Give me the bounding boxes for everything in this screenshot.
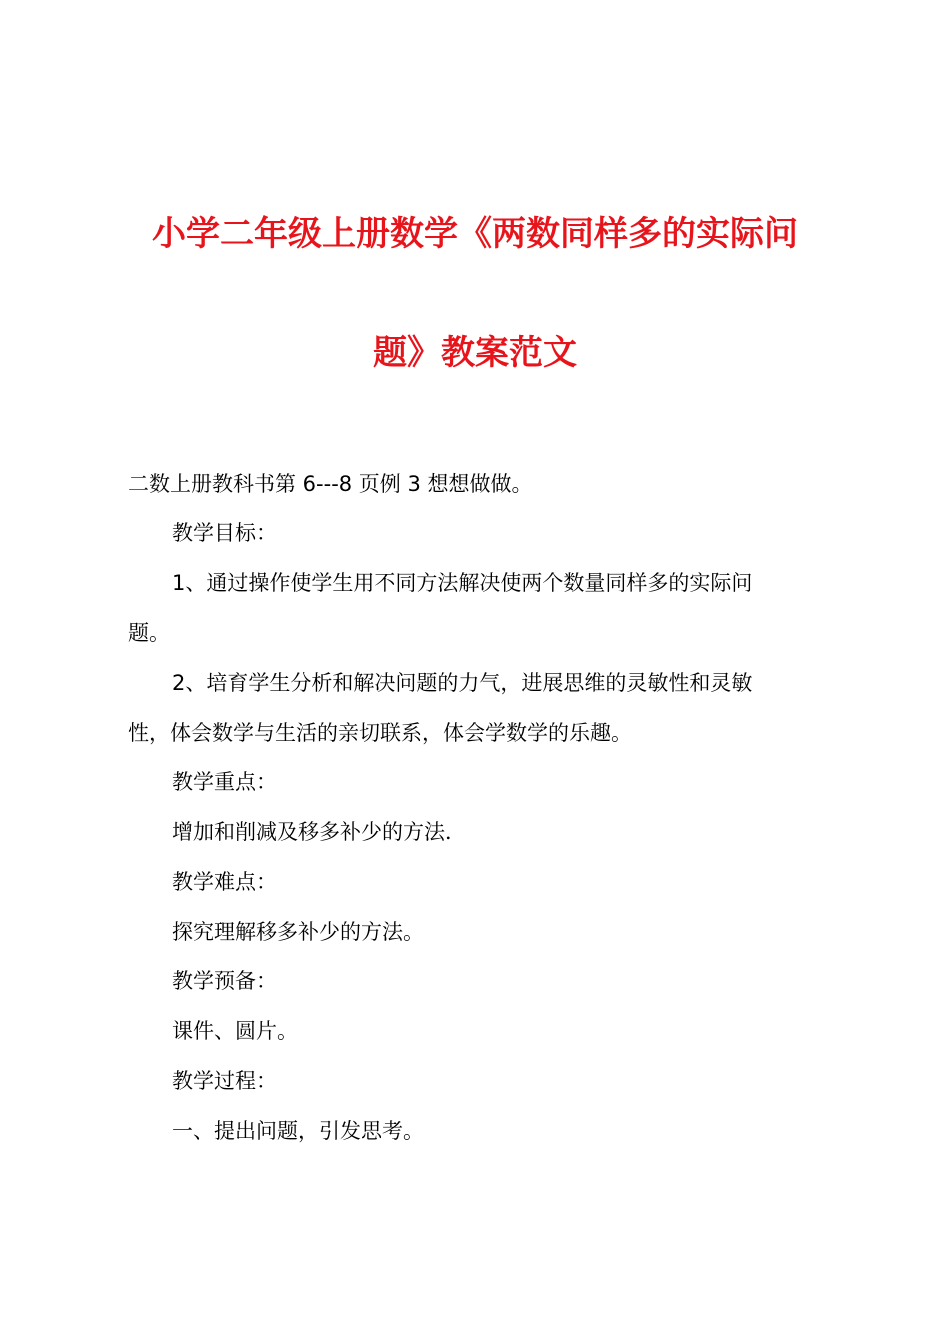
paragraph-goal-1: 1、通过操作使学生用不同方法解决使两个数量同样多的实际问	[172, 571, 753, 595]
paragraph-teaching-focus: 增加和削减及移多补少的方法．	[172, 820, 466, 844]
heading-teaching-focus: 教学重点：	[172, 770, 277, 794]
heading-teaching-goals: 教学目标：	[172, 521, 277, 545]
document-title-line-1: 小学二年级上册数学《两数同样多的实际问	[152, 214, 798, 254]
paragraph-goal-1-continued: 题。	[128, 621, 170, 645]
heading-teaching-preparation: 教学预备：	[172, 969, 277, 993]
paragraph-teaching-preparation: 课件、圆片。	[172, 1019, 298, 1043]
heading-teaching-process: 教学过程：	[172, 1069, 277, 1093]
heading-teaching-difficulty: 教学难点：	[172, 870, 277, 894]
paragraph-goal-2: 2、培育学生分析和解决问题的力气，进展思维的灵敏性和灵敏	[172, 671, 753, 695]
paragraph-goal-2-continued: 性，体会数学与生活的亲切联系，体会学数学的乐趣。	[128, 721, 632, 745]
document-title-line-2: 题》教案范文	[373, 333, 577, 373]
paragraph-teaching-difficulty: 探究理解移多补少的方法。	[172, 920, 424, 944]
paragraph-textbook-pages: 二数上册教科书第 6---8 页例 3 想想做做。	[128, 472, 533, 496]
paragraph-process-step-1: 一、提出问题，引发思考。	[172, 1119, 424, 1143]
